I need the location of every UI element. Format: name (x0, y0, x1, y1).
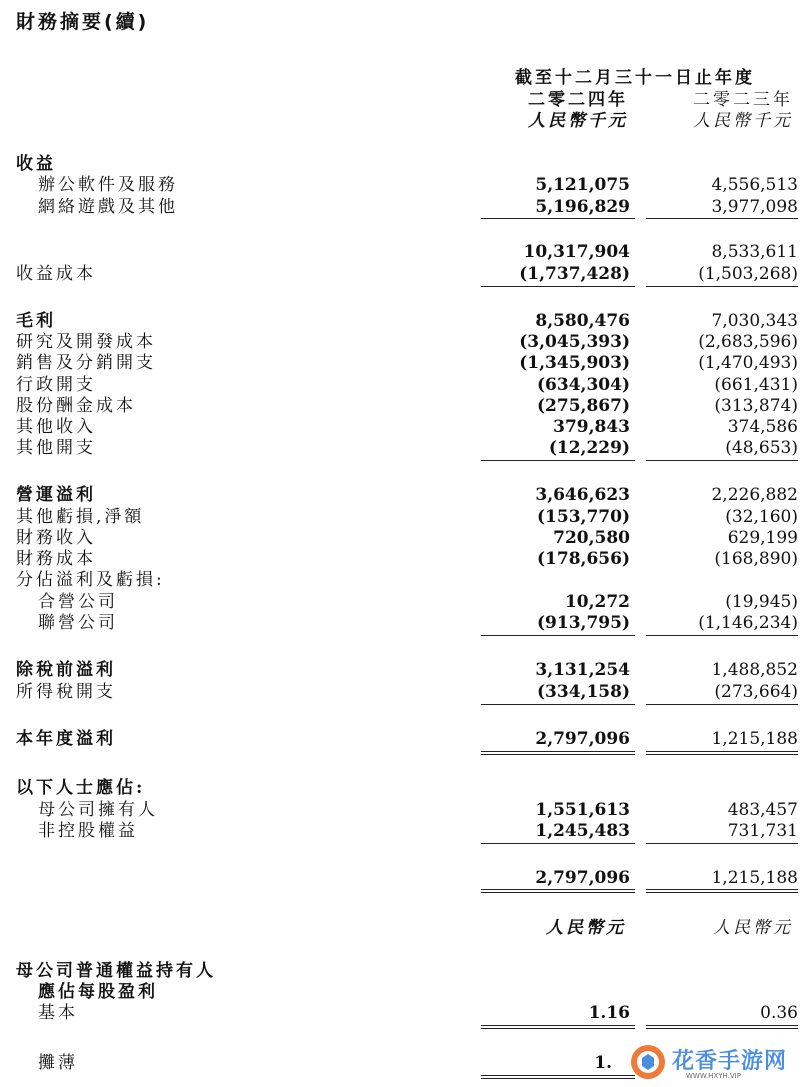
other-expenses-label: 其他開支 (16, 438, 96, 458)
rnd-prior: (2,683,596) (698, 332, 798, 352)
finance-income-label: 財務收入 (16, 528, 96, 548)
nci-prior: 731,731 (727, 821, 798, 841)
revenue-total-current: 10,317,904 (523, 242, 630, 262)
finance-costs-label: 財務成本 (16, 549, 96, 569)
rule (481, 635, 635, 636)
rule (646, 889, 798, 890)
eps-heading-1: 母公司普通權益持有人 (16, 961, 216, 981)
rnd-label: 研究及開發成本 (16, 332, 156, 352)
other-expenses-current: (12,229) (548, 438, 630, 458)
profit-year-label: 本年度溢利 (16, 729, 116, 749)
rule (481, 218, 635, 219)
revenue-total-prior: 8,533,611 (711, 242, 798, 262)
unit-rmb-prior: 人民幣元 (713, 918, 793, 938)
share-of-heading: 分佔溢利及虧損: (16, 570, 165, 590)
rule (481, 1028, 635, 1029)
attrib-total-prior: 1,215,188 (711, 868, 798, 888)
rule (481, 889, 635, 890)
joint-ventures-label: 合營公司 (38, 592, 118, 612)
operating-profit-prior: 2,226,882 (711, 485, 798, 505)
rule (481, 1075, 635, 1076)
year-current: 二零二四年 (528, 90, 628, 110)
gross-profit-current: 8,580,476 (535, 311, 630, 331)
basic-prior: 0.36 (760, 1003, 798, 1023)
period-header: 截至十二月三十一日止年度 (515, 68, 755, 88)
selling-prior: (1,470,493) (698, 353, 798, 373)
cost-of-revenue-prior: (1,503,268) (698, 264, 798, 284)
rule (646, 460, 798, 461)
rule (646, 1025, 798, 1026)
pbt-label: 除稅前溢利 (16, 660, 116, 680)
operating-profit-current: 3,646,623 (535, 485, 630, 505)
selling-label: 銷售及分銷開支 (16, 353, 156, 373)
rule (646, 754, 798, 755)
watermark-sub: WWW.HXYH.VIP (686, 1072, 741, 1080)
basic-label: 基本 (38, 1003, 78, 1023)
associates-current: (913,795) (537, 613, 630, 633)
other-losses-current: (153,770) (537, 507, 630, 527)
nci-current: 1,245,483 (535, 821, 630, 841)
rule (481, 892, 635, 893)
tax-label: 所得稅開支 (16, 682, 116, 702)
watermark-text: 花香手游网 (672, 1049, 788, 1074)
associates-prior: (1,146,234) (698, 613, 798, 633)
owners-current: 1,551,613 (535, 800, 630, 820)
attributable-heading: 以下人士應佔: (16, 778, 146, 798)
admin-label: 行政開支 (16, 375, 96, 395)
tax-prior: (273,664) (714, 682, 798, 702)
diluted-label: 攤薄 (38, 1053, 78, 1073)
finance-income-prior: 629,199 (727, 528, 798, 548)
rule (646, 286, 798, 287)
rnd-current: (3,045,393) (519, 332, 630, 352)
profit-year-current: 2,797,096 (535, 729, 630, 749)
admin-current: (634,304) (537, 375, 630, 395)
rule (481, 754, 635, 755)
rule (481, 1025, 635, 1026)
unit-prior: 人民幣千元 (693, 111, 793, 131)
rule (481, 843, 635, 844)
tax-current: (334,158) (537, 682, 630, 702)
year-prior: 二零二三年 (693, 90, 793, 110)
office-software-label: 辦公軟件及服務 (38, 175, 178, 195)
rule (481, 751, 635, 752)
nci-label: 非控股權益 (38, 821, 138, 841)
eps-heading-2: 應佔每股盈利 (38, 982, 158, 1002)
online-games-current: 5,196,829 (535, 197, 630, 217)
office-software-prior: 4,556,513 (711, 175, 798, 195)
finance-income-current: 720,580 (553, 528, 630, 548)
gross-profit-label: 毛利 (16, 311, 56, 331)
other-income-label: 其他收入 (16, 417, 96, 437)
other-income-prior: 374,586 (727, 417, 798, 437)
diluted-current: 1. (594, 1053, 612, 1073)
operating-profit-label: 營運溢利 (16, 485, 96, 505)
owners-label: 母公司擁有人 (38, 800, 158, 820)
online-games-label: 網絡遊戲及其他 (38, 197, 178, 217)
basic-current: 1.16 (588, 1003, 630, 1023)
flower-icon (628, 1042, 668, 1082)
rule (481, 460, 635, 461)
other-losses-prior: (32,160) (725, 507, 798, 527)
admin-prior: (661,431) (714, 375, 798, 395)
rule (646, 704, 798, 705)
share-comp-label: 股份酬金成本 (16, 396, 136, 416)
other-losses-label: 其他虧損,淨額 (16, 507, 145, 527)
rule (481, 286, 635, 287)
page-title: 財務摘要(續) (16, 11, 150, 33)
pbt-current: 3,131,254 (535, 660, 630, 680)
share-comp-prior: (313,874) (714, 396, 798, 416)
unit-rmb-current: 人民幣元 (546, 918, 626, 938)
rule (481, 704, 635, 705)
rule (646, 751, 798, 752)
finance-costs-prior: (168,890) (714, 549, 798, 569)
finance-costs-current: (178,656) (537, 549, 630, 569)
rule (646, 843, 798, 844)
cost-of-revenue-label: 收益成本 (16, 264, 96, 284)
revenue-heading: 收益 (16, 154, 56, 174)
joint-ventures-prior: (19,945) (725, 592, 798, 612)
owners-prior: 483,457 (727, 800, 798, 820)
joint-ventures-current: 10,272 (564, 592, 630, 612)
rule (646, 218, 798, 219)
pbt-prior: 1,488,852 (711, 660, 798, 680)
other-income-current: 379,843 (553, 417, 630, 437)
rule (481, 1078, 635, 1079)
rule (646, 892, 798, 893)
unit-current: 人民幣千元 (528, 111, 628, 131)
watermark-logo (628, 1040, 804, 1084)
online-games-prior: 3,977,098 (711, 197, 798, 217)
rule (646, 635, 798, 636)
selling-current: (1,345,903) (519, 353, 630, 373)
profit-year-prior: 1,215,188 (711, 729, 798, 749)
gross-profit-prior: 7,030,343 (711, 311, 798, 331)
attrib-total-current: 2,797,096 (535, 868, 630, 888)
rule (646, 1028, 798, 1029)
associates-label: 聯營公司 (38, 613, 118, 633)
cost-of-revenue-current: (1,737,428) (519, 264, 630, 284)
share-comp-current: (275,867) (537, 396, 630, 416)
office-software-current: 5,121,075 (535, 175, 630, 195)
other-expenses-prior: (48,653) (725, 438, 798, 458)
